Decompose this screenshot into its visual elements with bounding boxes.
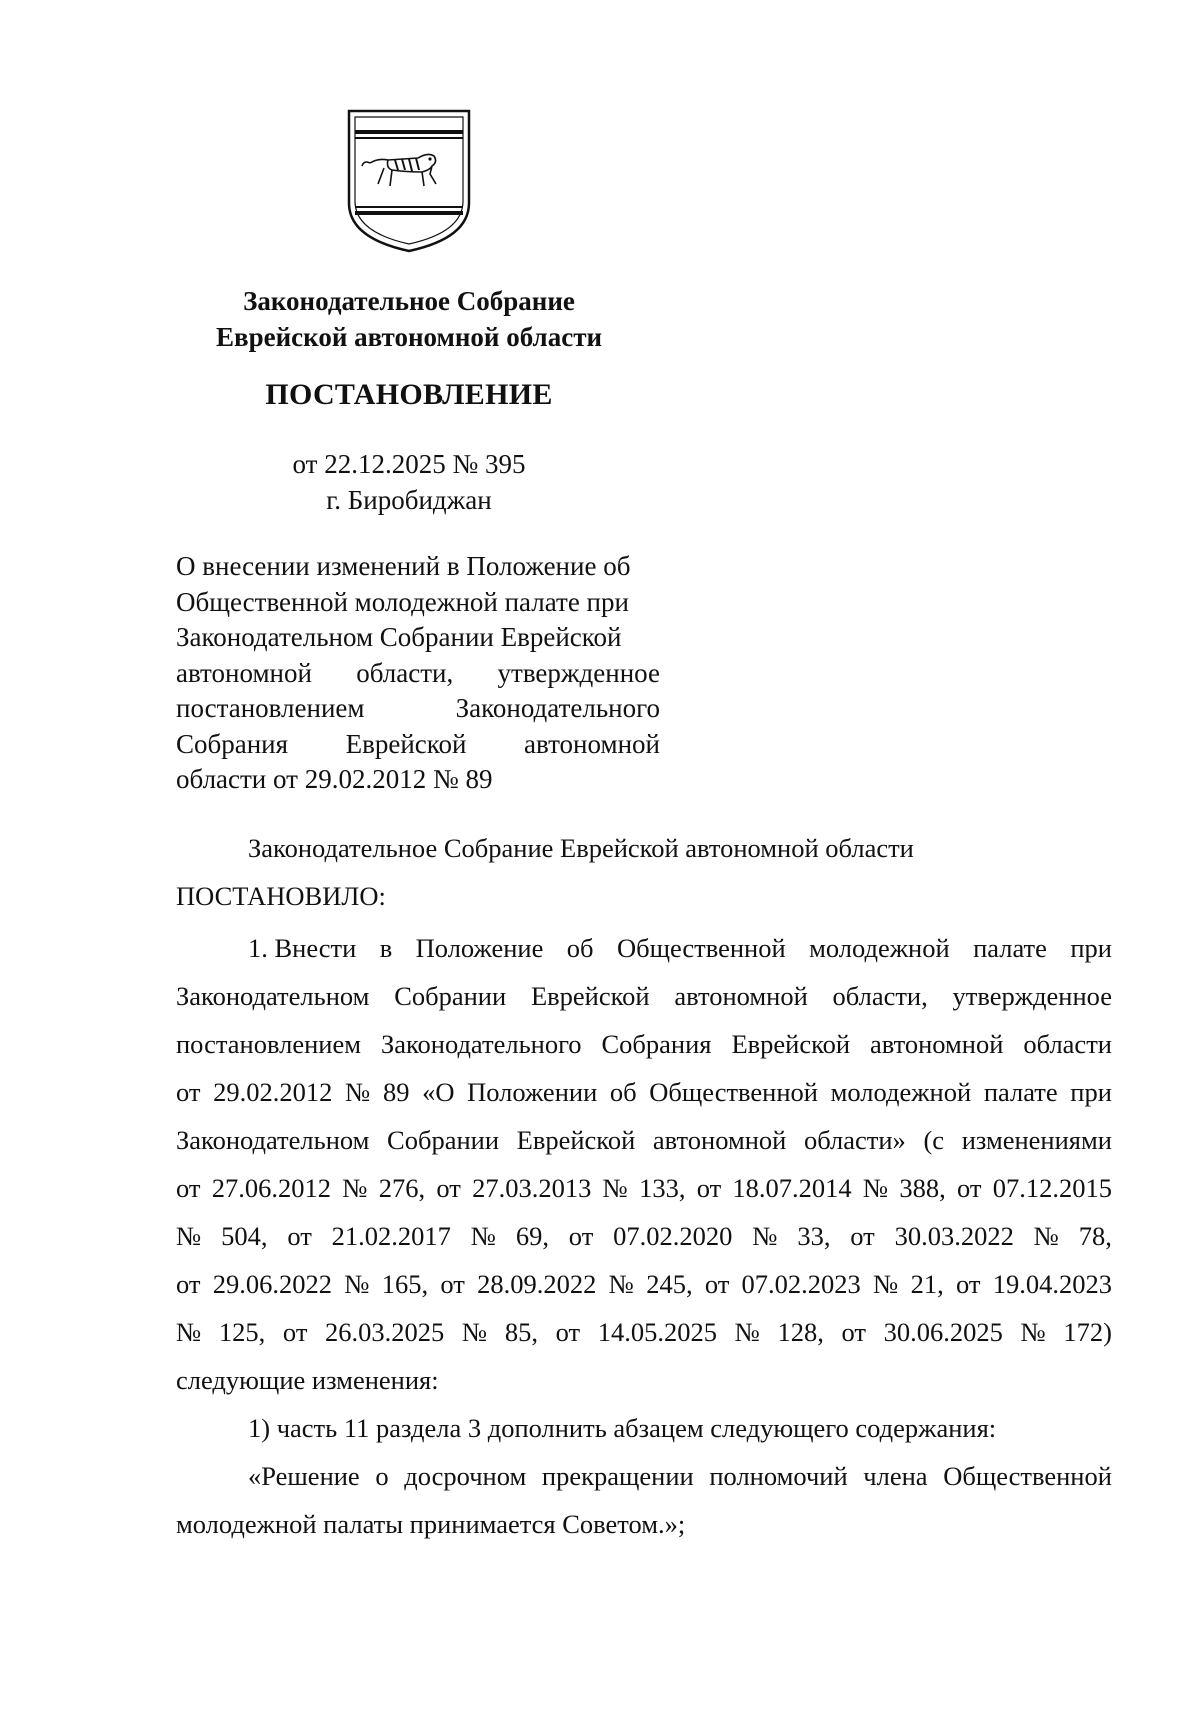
city: г. Биробиджан	[326, 485, 492, 515]
paragraph-word: при	[1070, 1077, 1112, 1107]
paragraph-word: молодежной	[830, 1077, 972, 1107]
paragraph-word: от	[704, 1269, 730, 1299]
resolved-heading: ПОСТАНОВИЛО:	[176, 881, 386, 911]
paragraph-word: Собрании	[387, 1125, 500, 1155]
paragraph-word: 30.03.2022	[894, 1221, 1014, 1251]
subject-line	[176, 585, 660, 621]
paragraph-line	[176, 972, 1112, 1020]
paragraph-word: 128,	[777, 1317, 824, 1347]
paragraph-word: 29.06.2022	[212, 1269, 332, 1299]
quote-word: полномочий	[709, 1461, 848, 1491]
paragraph-1	[176, 924, 1112, 1404]
subject-block	[176, 549, 660, 798]
paragraph-word: 07.02.2020	[613, 1221, 733, 1251]
paragraph-word: №	[461, 1317, 488, 1347]
paragraph-word: 28.09.2022	[477, 1269, 597, 1299]
paragraph-word: области	[1023, 1029, 1112, 1059]
paragraph-word: 19.04.2023	[992, 1269, 1112, 1299]
paragraph-word: 18.07.2014	[732, 1173, 852, 1203]
subject-word: утвержденное	[497, 657, 660, 688]
paragraph-word: молодежной	[809, 933, 950, 963]
subject-word: автономной	[524, 728, 660, 759]
subject-word: постановлением	[176, 693, 365, 723]
paragraph-word: 172)	[1063, 1317, 1112, 1347]
item-1-text: 1) часть 11 раздела 3 дополнить абзацем следующего содержания:	[248, 1413, 997, 1443]
paragraph-word: 69,	[515, 1221, 549, 1251]
paragraph-word: при	[1070, 933, 1112, 963]
paragraph-word: 27.03.2013	[472, 1173, 592, 1203]
paragraph-word: от	[841, 1317, 866, 1347]
document-meta	[176, 446, 642, 518]
paragraph-word: автономной	[870, 1029, 1004, 1059]
paragraph-word: 33,	[797, 1221, 831, 1251]
paragraph-word: №	[470, 1221, 497, 1251]
quote-word: прекращении	[541, 1461, 694, 1491]
subject-line	[176, 549, 660, 585]
document-type: ПОСТАНОВЛЕНИЕ	[265, 378, 553, 411]
paragraph-word: Законодательном	[176, 1125, 370, 1155]
paragraph-word: от	[282, 1317, 308, 1347]
paragraph-word: 07.12.2015	[992, 1173, 1112, 1203]
paragraph-word: №	[345, 1077, 371, 1107]
paragraph-word: следующие изменения:	[176, 1365, 439, 1395]
paragraph-word: палате	[983, 1077, 1058, 1107]
paragraph-word: от	[955, 1269, 981, 1299]
paragraph-word: №	[734, 1317, 760, 1347]
paragraph-word: области»	[803, 1125, 906, 1155]
paragraph-word: Законодательном	[176, 981, 370, 1011]
paragraph-line	[176, 1308, 1112, 1356]
paragraph-word: Собрания	[601, 1029, 712, 1059]
paragraph-word: 276,	[378, 1173, 426, 1203]
paragraph-word: №	[608, 1269, 634, 1299]
paragraph-word: палате	[973, 933, 1047, 963]
subject-word: Общественной молодежной палате при	[176, 586, 629, 617]
subject-word: Законодательного	[455, 693, 660, 723]
quote-word: досрочном	[404, 1461, 527, 1491]
paragraph-word: в	[379, 933, 393, 963]
quote-line	[176, 1500, 1112, 1548]
quote-line	[176, 1452, 1112, 1500]
paragraph-word: 245,	[646, 1269, 693, 1299]
paragraph-word: №	[1033, 1221, 1059, 1251]
paragraph-word: об	[609, 1077, 637, 1107]
paragraph-word: 165,	[381, 1269, 429, 1299]
paragraph-word: №	[602, 1173, 628, 1203]
paragraph-word: Законодательного	[380, 1029, 582, 1059]
paragraph-word: 29.02.2012	[213, 1077, 333, 1107]
paragraph-word: Положение	[415, 933, 544, 963]
paragraph-word: Собрании	[394, 981, 507, 1011]
paragraph-word: №	[862, 1173, 889, 1203]
paragraph-word: 21,	[910, 1269, 944, 1299]
subject-line	[176, 620, 660, 656]
paragraph-word: №	[752, 1221, 778, 1251]
paragraph-word: от	[287, 1221, 312, 1251]
paragraph-word: об	[566, 933, 594, 963]
paragraph-word: 1. Внести	[248, 933, 357, 963]
quote-word: о	[375, 1461, 389, 1491]
subject-word: автономной	[176, 657, 312, 688]
paragraph-word: от	[440, 1269, 465, 1299]
paragraph-word: от	[176, 1269, 201, 1299]
paragraph-word: Еврейской	[731, 1029, 851, 1059]
quote-word: молодежной палаты принимается Советом.»;	[176, 1509, 686, 1539]
paragraph-word: Общественной	[649, 1077, 818, 1107]
paragraph-word: Общественной	[616, 933, 786, 963]
paragraph-word: 07.02.2023	[741, 1269, 861, 1299]
subject-line	[176, 656, 660, 692]
paragraph-word: №	[342, 1173, 368, 1203]
paragraph-word: Еврейской	[516, 1125, 636, 1155]
paragraph-word: 125,	[218, 1317, 266, 1347]
paragraph-word: автономной	[674, 981, 808, 1011]
subject-word: О внесении изменений в Положение об	[176, 551, 631, 581]
paragraph-word: постановлением	[176, 1029, 361, 1059]
paragraph-word: от	[568, 1221, 594, 1251]
date-number: от 22.12.2025 № 395	[292, 449, 526, 479]
organization-line-1: Законодательное Собрание	[243, 286, 575, 316]
paragraph-line	[176, 1164, 1112, 1212]
paragraph-word: от	[957, 1173, 982, 1203]
quote-word: «Решение	[248, 1461, 360, 1491]
subject-word: области,	[356, 657, 454, 688]
paragraph-word: утвержденное	[952, 981, 1112, 1011]
paragraph-word: (с	[923, 1125, 945, 1155]
paragraph-word: 89	[382, 1077, 410, 1107]
paragraph-word: от	[850, 1221, 875, 1251]
paragraph-word: от	[176, 1077, 201, 1107]
paragraph-word: 14.05.2025	[597, 1317, 717, 1347]
subject-line	[176, 727, 660, 763]
paragraph-word: 21.02.2017	[331, 1221, 451, 1251]
paragraph-line	[176, 1260, 1112, 1308]
paragraph-word: 85,	[504, 1317, 538, 1347]
paragraph-line	[176, 1020, 1112, 1068]
subject-word: области от 29.02.2012 № 89	[176, 764, 493, 794]
quote-word: члена	[863, 1461, 928, 1491]
paragraph-line	[176, 924, 1112, 972]
paragraph-word: области,	[832, 981, 928, 1011]
paragraph-word: 27.06.2012	[211, 1173, 331, 1203]
paragraph-word: «О	[422, 1077, 455, 1107]
paragraph-word: 388,	[899, 1173, 946, 1203]
subject-line	[176, 762, 660, 798]
paragraph-line	[176, 1356, 1112, 1404]
paragraph-word: 30.06.2025	[883, 1317, 1003, 1347]
item-1	[176, 1404, 1112, 1452]
paragraph-word: Положении	[467, 1077, 598, 1107]
paragraph-word: от	[436, 1173, 461, 1203]
paragraph-word: от	[176, 1173, 201, 1203]
paragraph-word: 78,	[1078, 1221, 1112, 1251]
paragraph-word: 133,	[639, 1173, 686, 1203]
coat-of-arms-icon	[346, 108, 472, 254]
quote-paragraph	[176, 1452, 1112, 1548]
organization-name	[176, 283, 642, 355]
paragraph-word: 504,	[221, 1221, 268, 1251]
subject-word: Еврейской	[345, 728, 467, 759]
subject-word: Законодательном Собрании Еврейской	[176, 622, 622, 652]
document-body	[176, 824, 1112, 1548]
subject-line	[176, 691, 660, 727]
paragraph-word: изменениями	[961, 1125, 1112, 1155]
paragraph-word: 26.03.2025	[325, 1317, 445, 1347]
organization-line-2: Еврейской автономной области	[215, 322, 603, 352]
paragraph-word: Еврейской	[530, 981, 650, 1011]
subject-word: Собрания	[176, 728, 289, 759]
paragraph-word: от	[555, 1317, 581, 1347]
paragraph-word: автономной	[652, 1125, 787, 1155]
paragraph-word: №	[1020, 1317, 1046, 1347]
paragraph-line	[176, 1068, 1112, 1116]
paragraph-word: от	[696, 1173, 722, 1203]
paragraph-line	[176, 1212, 1112, 1260]
paragraph-word: №	[176, 1221, 202, 1251]
quote-word: Общественной	[943, 1461, 1112, 1491]
paragraph-word: №	[176, 1317, 202, 1347]
paragraph-word: №	[873, 1269, 899, 1299]
paragraph-line	[176, 1116, 1112, 1164]
preamble-line: Законодательное Собрание Еврейской автономной области	[248, 833, 914, 863]
paragraph-word: №	[344, 1269, 370, 1299]
